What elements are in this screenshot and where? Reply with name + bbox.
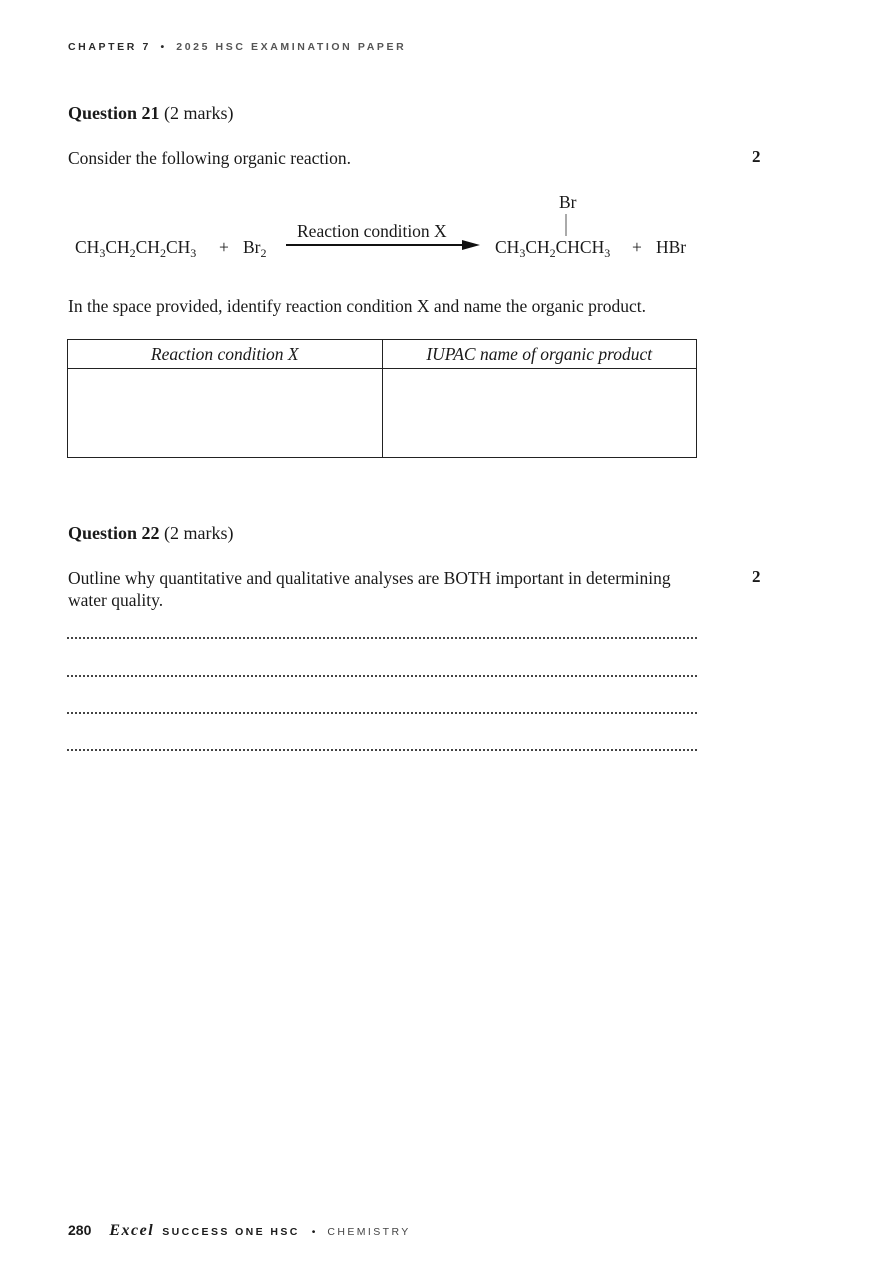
chapter-label: CHAPTER 7: [68, 41, 151, 53]
question-21-instruction: In the space provided, identify reaction condition X and name the organic product.: [68, 296, 646, 316]
answer-line[interactable]: [67, 637, 697, 639]
plus-sign-1: +: [219, 237, 229, 257]
page-footer: [68, 1222, 411, 1240]
question-21-intro: Consider the following organic reaction.: [68, 148, 352, 168]
question-21-number: Question 21: [68, 103, 160, 123]
question-22-heading: [68, 523, 234, 544]
question-21-heading: [68, 103, 234, 124]
running-head-separator: •: [160, 41, 167, 53]
brand-logo: Excel: [109, 1222, 155, 1239]
answer-cell-iupac-name[interactable]: [382, 369, 697, 458]
question-22-number: Question 22: [68, 523, 160, 543]
answer-line[interactable]: [67, 712, 697, 714]
paper-title: 2025 HSC EXAMINATION PAPER: [176, 41, 407, 53]
subject-title: CHEMISTRY: [327, 1226, 411, 1238]
answer-line[interactable]: [67, 749, 697, 751]
bond-line: [561, 214, 571, 238]
product-hbr: HBr: [656, 237, 687, 257]
answer-line[interactable]: [67, 675, 697, 677]
reaction-arrow-icon: [286, 238, 482, 252]
arrow-label: Reaction condition X: [297, 221, 447, 241]
question-22-marks: (2 marks): [164, 523, 234, 543]
product-bromobutane: $CH_3CH_2CHCH_3$: [495, 237, 611, 260]
table-header-reaction-condition: Reaction condition X: [68, 340, 383, 369]
table-header-iupac-name: IUPAC name of organic product: [382, 340, 697, 369]
running-head: [68, 41, 406, 53]
question-21-marks: (2 marks): [164, 103, 234, 123]
footer-separator: •: [311, 1226, 316, 1238]
reactant-bromine: $Br_2$: [243, 237, 267, 260]
answer-table: [67, 339, 697, 458]
product-bromo-substituent: Br: [559, 192, 577, 212]
plus-sign-2: +: [632, 237, 642, 257]
question-22-margin-marks: 2: [752, 567, 761, 586]
series-title: SUCCESS ONE HSC: [162, 1226, 300, 1238]
question-22-prompt-line2: water quality.: [68, 590, 164, 610]
question-22-prompt: [68, 567, 671, 611]
page-number: 280: [68, 1222, 92, 1238]
question-22-prompt-line1: Outline why quantitative and qualitative analyses are BOTH important in determining: [68, 568, 671, 588]
reactant-butane: $CH_3CH_2CH_2CH_3$: [75, 237, 197, 260]
answer-cell-reaction-condition[interactable]: [68, 369, 383, 458]
question-21-margin-marks: 2: [752, 147, 761, 166]
